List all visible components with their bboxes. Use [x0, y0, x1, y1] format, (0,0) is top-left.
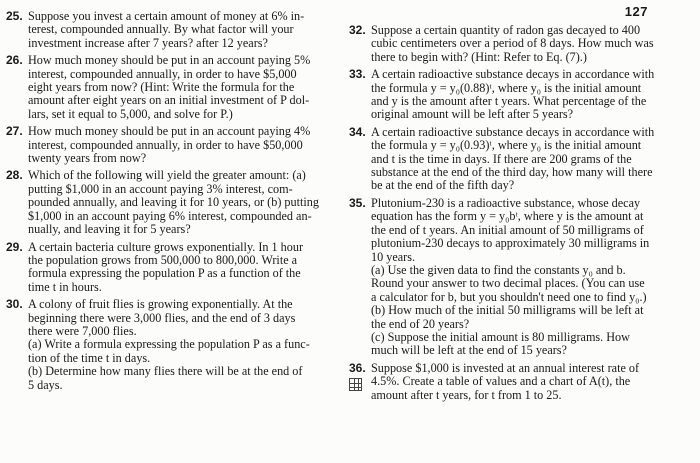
problem-text-line: investment increase after 7 years? after 12 years?: [28, 35, 268, 50]
problem-26: [6, 54, 341, 121]
problem-number: 33.: [349, 67, 366, 82]
problem-text-line: How much money should be put in an account paying 4%: [28, 124, 311, 139]
problem-34: [349, 126, 679, 193]
problem-text-line: the formula y = y₀(0.93)ᵗ, where y₀ is the initial amount: [371, 138, 642, 153]
problem-text-line: $1,000 in an account paying 6% interest, compounded an-: [28, 208, 312, 223]
problem-text-line: a calculator for b, but you shouldn't need one to find y₀.): [371, 289, 647, 304]
problem-text-line: the end of t years. An initial amount of 50 milligrams of: [371, 222, 644, 237]
problem-number: 34.: [349, 124, 366, 139]
problem-text-line: tion of the time t in days.: [28, 350, 151, 365]
problem-number: 29.: [6, 239, 23, 254]
left-column: [6, 10, 341, 396]
problem-text-line: amount after eight years on an initial investment of P dol-: [28, 93, 310, 108]
problem-number: 32.: [349, 23, 366, 37]
problem-text-line: beginning there were 3,000 flies, and the end of 3 days: [28, 310, 296, 325]
problem-36: [349, 362, 679, 402]
problem-32: [349, 24, 679, 64]
problem-text-line: plutonium-230 decays to approximately 30 milligrams in: [371, 236, 650, 251]
problem-text-line: cubic centimeters over a period of 8 days. How much was: [371, 36, 654, 51]
problem-text-line: Which of the following will yield the greater amount: (a): [28, 168, 306, 183]
problem-text-line: be at the end of the fifth day?: [371, 178, 515, 193]
problem-text-line: (a) Use the given data to find the constants y₀ and b.: [371, 262, 626, 277]
problem-number: 36.: [349, 360, 366, 375]
problem-text-line: interest, compounded annually, in order to have $5,000: [28, 66, 297, 81]
page-number: 127: [624, 4, 648, 19]
right-column: [349, 24, 679, 406]
problem-number: 25.: [6, 9, 23, 23]
problem-text-line: Suppose $1,000 is invested at an annual interest rate of: [371, 360, 640, 375]
problem-text-line: twenty years from now?: [28, 151, 147, 166]
problem-text-line: A certain bacteria culture grows exponentially. In 1 hour: [28, 239, 304, 254]
problem-text-line: 10 years.: [371, 249, 415, 264]
problem-30: [6, 298, 341, 392]
spreadsheet-icon: [349, 378, 362, 391]
problem-number: 27.: [6, 124, 23, 139]
problem-text-line: amount after t years, for t from 1 to 25.: [371, 387, 562, 402]
problem-number: 35.: [349, 195, 366, 210]
problem-text-line: and t is the time in days. If there are 200 grams of the: [371, 151, 632, 166]
problem-25: [6, 10, 341, 50]
problem-text-line: nually, and leaving it for 5 years?: [28, 222, 191, 237]
problem-text-line: interest, compounded annually, in order to have $50,000: [28, 137, 303, 152]
problem-text-line: Suppose a certain quantity of radon gas decayed to 400: [371, 23, 641, 37]
problem-text-line: time t in hours.: [28, 279, 102, 294]
problem-text-line: equation has the form y = y₀bᵗ, where y is the amount at: [371, 209, 644, 224]
problem-text-line: A certain radioactive substance decays in accordance with: [371, 67, 655, 82]
problem-text-line: putting $1,000 in an account paying 3% interest, com-: [28, 181, 293, 196]
problem-text-line: 4.5%. Create a table of values and a chart of A(t), the: [371, 374, 631, 389]
problem-33: [349, 68, 679, 122]
problem-text-line: Suppose you invest a certain amount of money at 6% in-: [28, 9, 305, 23]
problem-text-line: (a) Write a formula expressing the population P as a func-: [28, 337, 310, 352]
problem-text-line: substance at the end of the third day, how many will there: [371, 165, 653, 180]
problem-number: 26.: [6, 53, 23, 68]
problem-27: [6, 125, 341, 165]
problem-text-line: the population grows from 500,000 to 800,000. Write a: [28, 252, 298, 267]
problem-text-line: pounded annually, and leaving it for 10 years, or (b) putting: [28, 195, 319, 210]
problem-text-line: formula expressing the population P as a function of the: [28, 266, 301, 281]
problem-29: [6, 241, 341, 295]
problem-text-line: (c) Suppose the initial amount is 80 milligrams. How: [371, 329, 630, 344]
problem-text-line: and y is the amount after t years. What percentage of the: [371, 94, 647, 109]
problem-text-line: there to begin with? (Hint: Refer to Eq. (7).): [371, 49, 587, 64]
problem-text-line: A colony of fruit flies is growing exponentially. At the: [28, 297, 293, 312]
problem-text-line: eight years from now? (Hint: Write the formula for the: [28, 80, 295, 95]
problem-text-line: lars, set it equal to 5,000, and solve for P.): [28, 106, 233, 121]
problem-text-line: the end of 20 years?: [371, 316, 470, 331]
problem-text-line: 5 days.: [28, 377, 63, 392]
problem-text-line: Round your answer to two decimal places. (You can use: [371, 276, 645, 291]
problem-text-line: terest, compounded annually. By what factor will your: [28, 22, 294, 37]
problem-number: 30.: [6, 297, 23, 312]
problem-text-line: A certain radioactive substance decays in accordance with: [371, 124, 655, 139]
problem-text-line: much will be left at the end of 15 years?: [371, 343, 567, 358]
problem-text-line: Plutonium-230 is a radioactive substance, whose decay: [371, 195, 641, 210]
problem-number: 28.: [6, 168, 23, 183]
problem-text-line: (b) Determine how many flies there will be at the end of: [28, 364, 303, 379]
problem-text-line: there were 7,000 flies.: [28, 323, 137, 338]
problem-text-line: (b) How much of the initial 50 milligrams will be left at: [371, 303, 644, 318]
problem-text-line: original amount will be left after 5 years?: [371, 107, 574, 122]
problem-text-line: How much money should be put in an account paying 5%: [28, 53, 311, 68]
problem-28: [6, 169, 341, 236]
problem-text-line: the formula y = y₀(0.88)ᵗ, where y₀ is the initial amount: [371, 80, 642, 95]
problem-35: [349, 197, 679, 358]
